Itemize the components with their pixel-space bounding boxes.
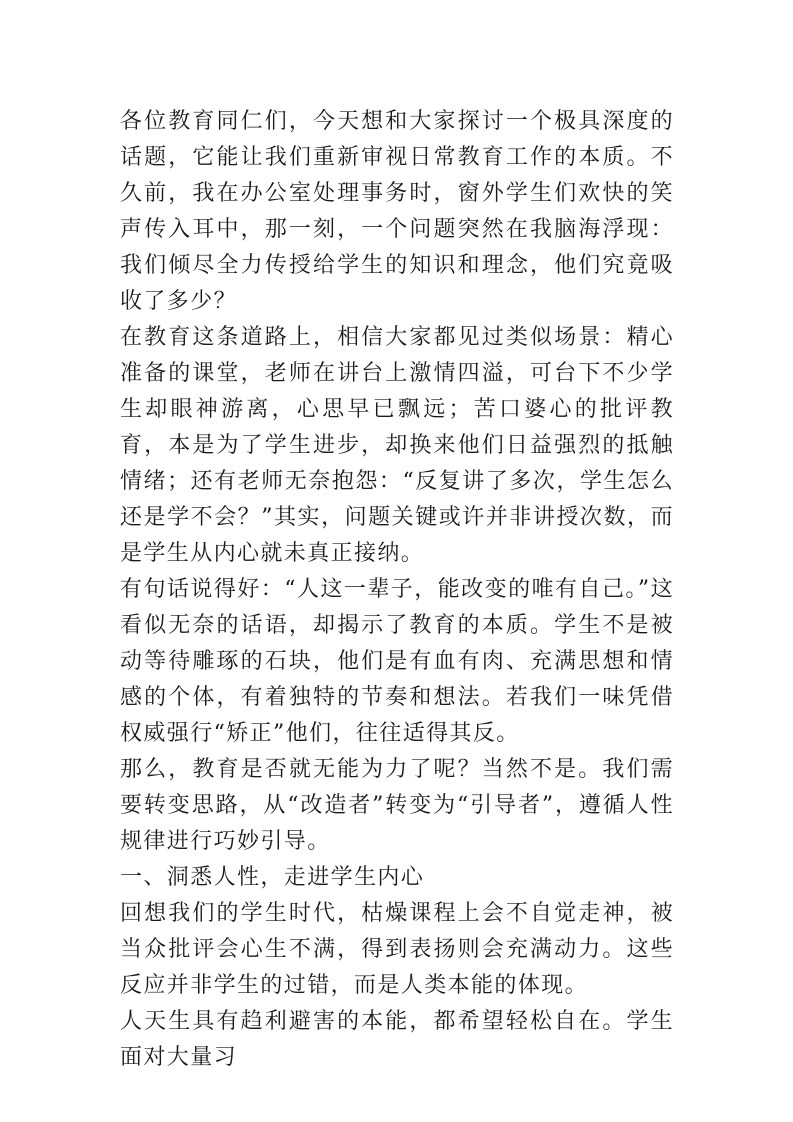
paragraph-classroom-scenes: 在教育这条道路上，相信大家都见过类似场景：精心准备的课堂，老师在讲台上激情四溢，可台下不少学生却眼神游离，心思早已飘远；苦口婆心的批评教育，本是为了学生进步，却换来他们日益强烈的抵触情绪；还有老师无奈抱怨：“反复讲了多次，学生怎么还是学不会？”其实，问题关键或许并非讲授次数，而是学生从内心就未真正接纳。 (120, 325, 674, 566)
section-heading-1: 一、洞悉人性，走进学生内心 (120, 865, 425, 890)
paragraph-human-nature: 人天生具有趋利避害的本能，都希望轻松自在。学生面对大量习 (120, 1009, 674, 1070)
paragraph-intro: 各位教育同仁们，今天想和大家探讨一个极具深度的话题，它能让我们重新审视日常教育工作的本质。不久前，我在办公室处理事务时，窗外学生们欢快的笑声传入耳中，那一刻，一个问题突然在我脑海浮现：我们倾尽全力传授给学生的知识和理念，他们究竟吸收了多少？ (120, 109, 674, 314)
paragraph-guide-not-reform: 那么，教育是否就无能为力了呢？当然不是。我们需要转变思路，从“改造者”转变为“引导者”，遵循人性规律进行巧妙引导。 (120, 757, 674, 854)
document-body (120, 104, 674, 1076)
paragraph-student-days: 回想我们的学生时代，枯燥课程上会不自觉走神，被当众批评会心生不满，得到表扬则会充满动力。这些反应并非学生的过错，而是人类本能的体现。 (120, 901, 674, 998)
paragraph-change-yourself: 有句话说得好：“人这一辈子，能改变的唯有自己。”这看似无奈的话语，却揭示了教育的本质。学生不是被动等待雕琢的石块，他们是有血有肉、充满思想和情感的个体，有着独特的节奏和想法。若我们一味凭借权威强行“矫正”他们，往往适得其反。 (120, 577, 674, 746)
